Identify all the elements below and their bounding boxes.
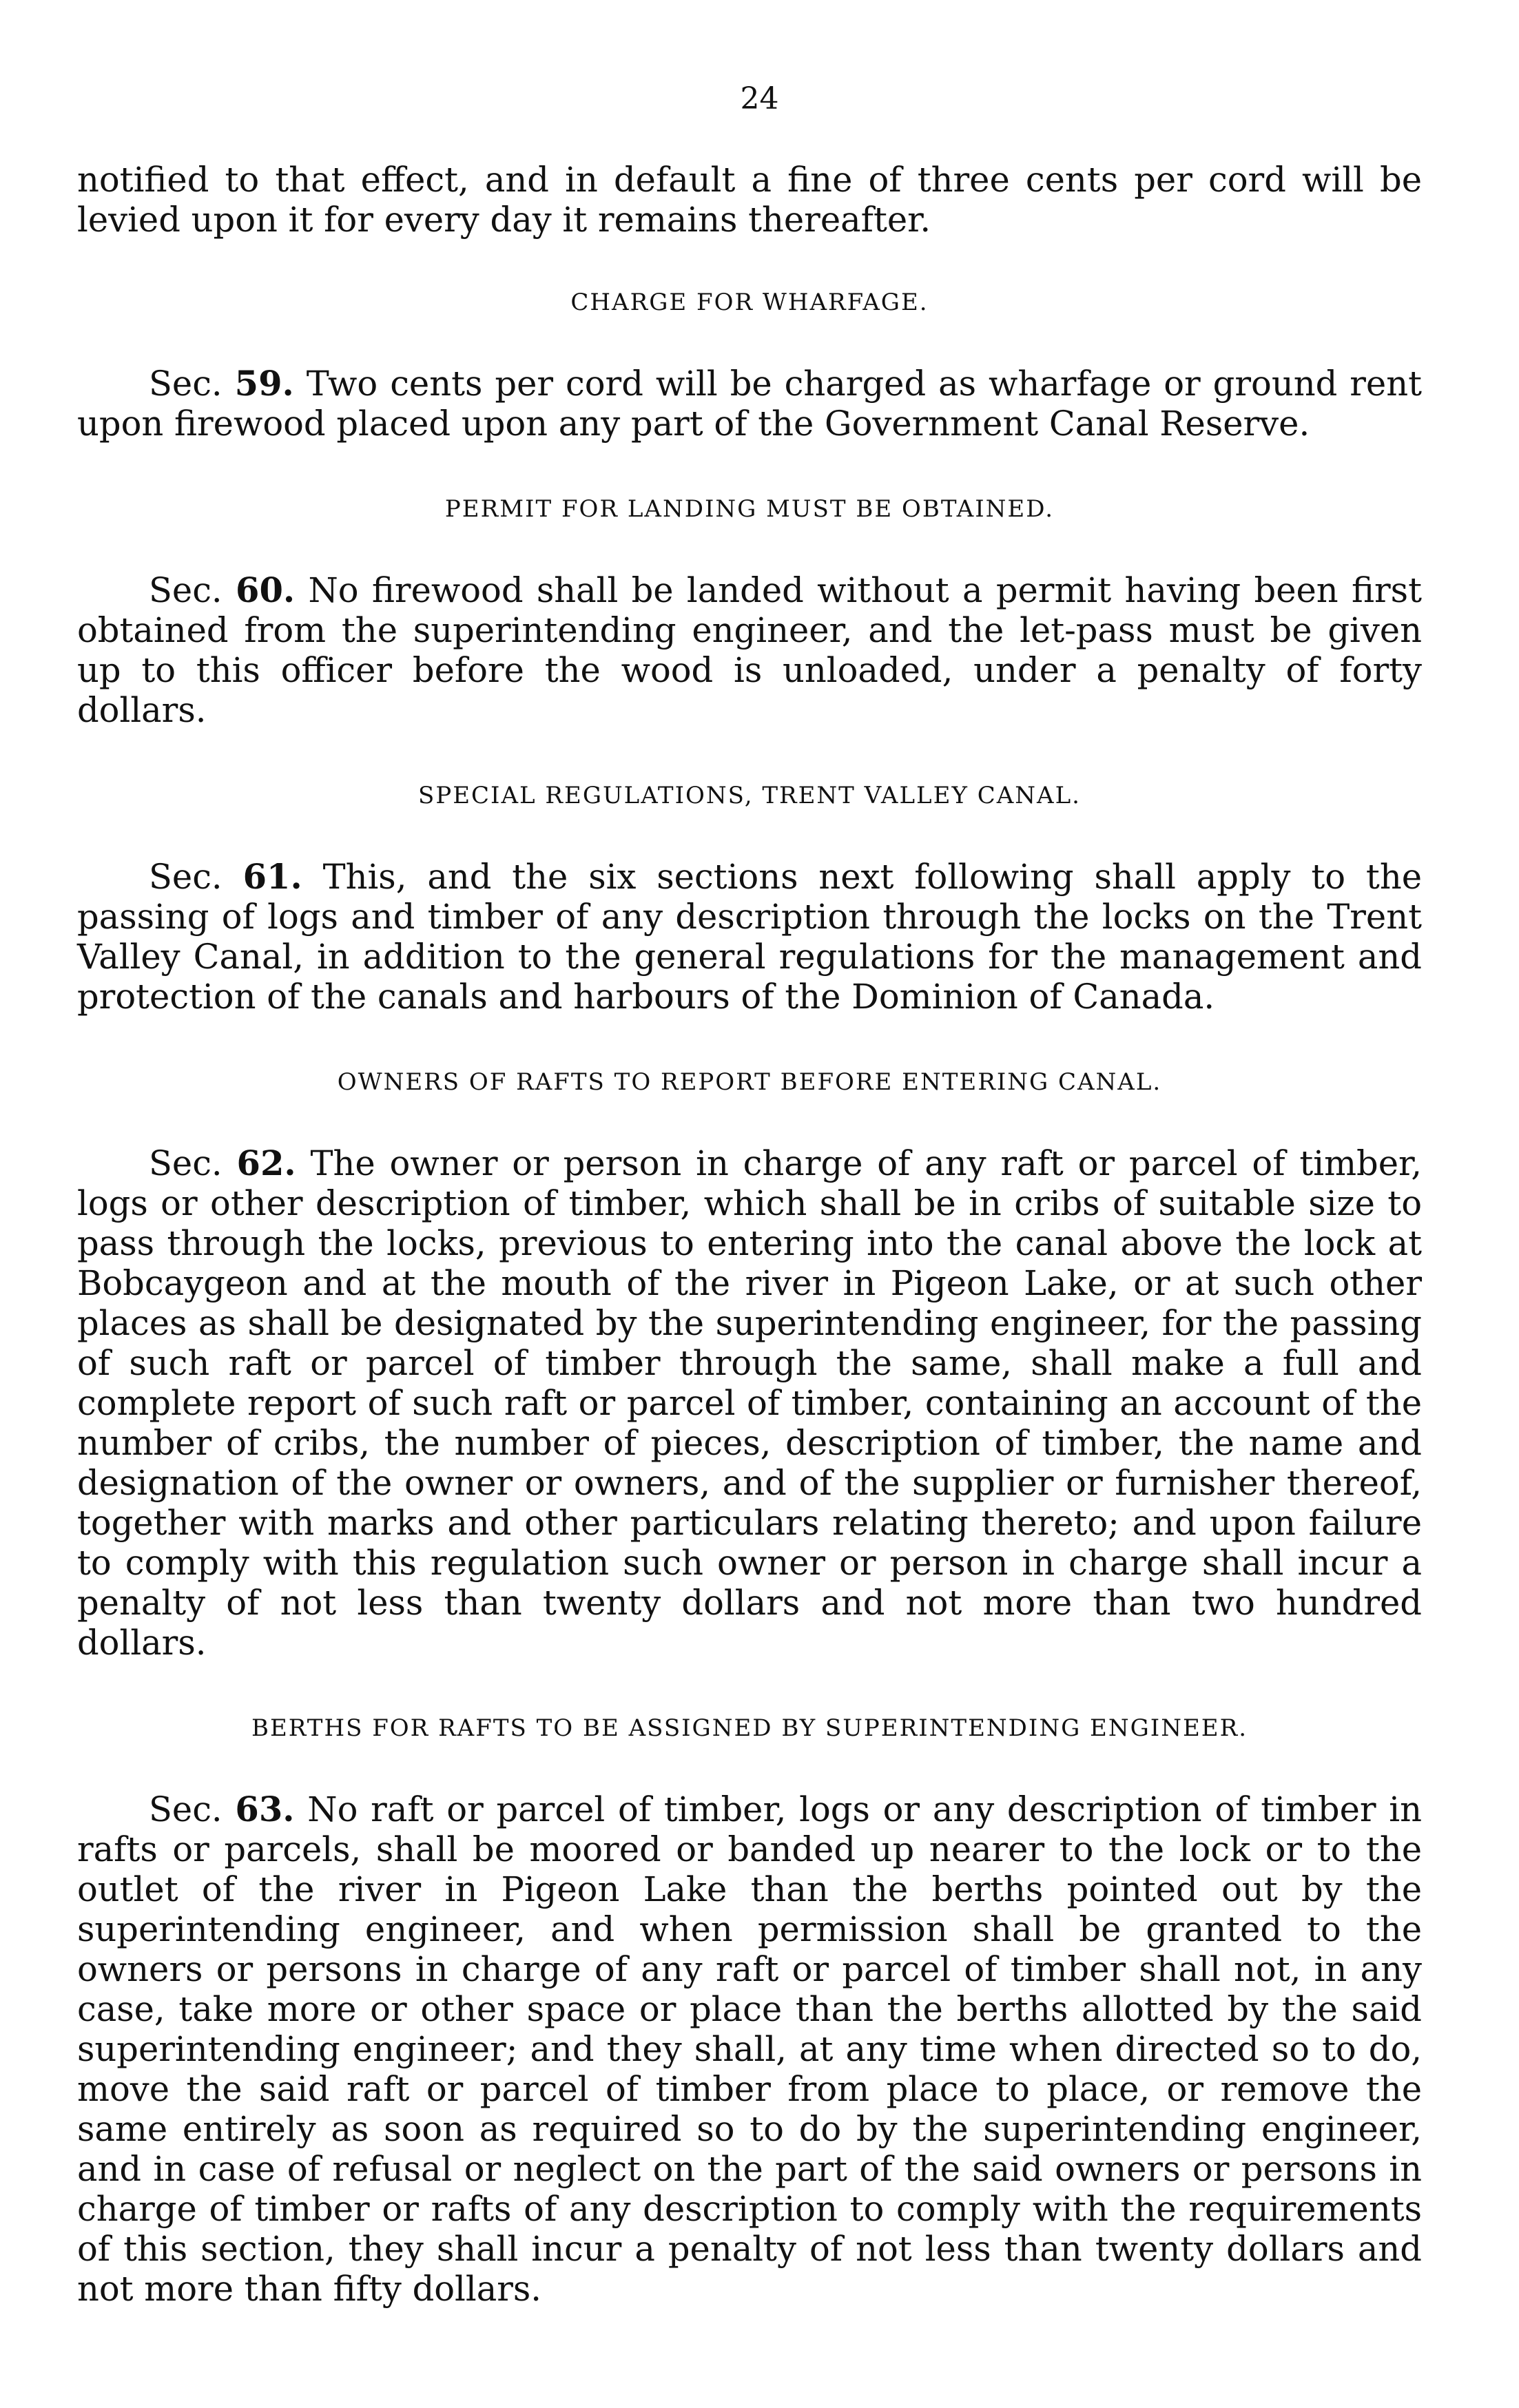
section-body: No firewood shall be landed without a permit having been first obtained from the superintending engineer, and the let-pass must be given up to this officer before the wood is unloaded, under a penalty of forty dollars. [77,570,1422,730]
section-59 [77,364,1422,444]
page-content [77,160,1422,2358]
section-prefix: Sec. [149,364,223,404]
section-body: No raft or parcel of timber, logs or any description of timber in rafts or parcels, shall be moored or banded up nearer to the lock or to the outlet of the river in Pigeon Lake than the berths pointed out by the superintending engineer, and when permission shall be granted to the owners or persons in charge of any raft or parcel of timber shall not, in any case, take more or other space or place than the berths allotted by the said superintending engineer; and they shall, at any time when directed so to do, move the said raft or parcel of timber from place to place, or remove the same entirely as soon as required so to do by the superintending engineer, and in case of refusal or neglect on the part of the said owners or persons in charge of timber or rafts of any description to comply with the requirements of this section, they shall incur a penalty of not less than twenty dollars and not more than fifty dollars. [77,1789,1422,2309]
section-body: This, and the six sections next following shall apply to the passing of logs and timber of any description through the locks on the Trent Valley Canal, in addition to the general regulations for the management and protection of the canals and harbours of the Dominion of Canada. [77,857,1422,1017]
section-number: 63. [235,1789,295,1829]
section-63 [77,1789,1422,2309]
section-62 [77,1143,1422,1663]
section-body: Two cents per cord will be charged as wharfage or ground rent upon firewood placed upon any part of the Government Canal Reserve. [77,364,1422,444]
section-heading-permit-for-landing: PERMIT FOR LANDING MUST BE OBTAINED. [444,495,1055,523]
section-60 [77,570,1422,730]
section-61 [77,857,1422,1017]
section-prefix: Sec. [149,857,223,897]
section-number: 62. [236,1143,296,1183]
section-body: The owner or person in charge of any raft or parcel of timber, logs or other description of timber, which shall be in cribs of suitable size to pass through the locks, previous to entering into the canal above the lock at Bobcaygeon and at the mouth of the river in Pigeon Lake, or at such other places as shall be designated by the superintending engineer, for the passing of such raft or parcel of timber through the same, shall make a full and complete report of such raft or parcel of timber, containing an account of the number of cribs, the number of pieces, description of timber, the name and designation of the owner or owners, and of the supplier or furnisher thereof, together with marks and other particulars relating thereto; and upon failure to comply with this regulation such owner or person in charge shall incur a penalty of not less than twenty dollars and not more than two hundred dollars. [77,1143,1422,1663]
section-heading-special-regulations: SPECIAL REGULATIONS, TRENT VALLEY CANAL. [418,782,1081,809]
page-number: 24 [740,81,779,116]
section-number: 60. [236,570,296,610]
section-number: 59. [234,364,294,404]
section-heading-owners-of-rafts: OWNERS OF RAFTS TO REPORT BEFORE ENTERING CANAL. [337,1068,1162,1096]
section-prefix: Sec. [149,1789,223,1829]
section-number: 61. [242,857,302,897]
section-prefix: Sec. [149,1143,223,1183]
section-heading-berths-for-rafts: BERTHS FOR RAFTS TO BE ASSIGNED BY SUPERINTENDING ENGINEER. [251,1714,1248,1742]
section-prefix: Sec. [149,570,223,610]
continuation-paragraph: notified to that effect, and in default a fine of three cents per cord will be levied upon it for every day it remains thereafter. [77,160,1422,240]
section-heading-charge-for-wharfage: CHARGE FOR WHARFAGE. [570,289,929,316]
